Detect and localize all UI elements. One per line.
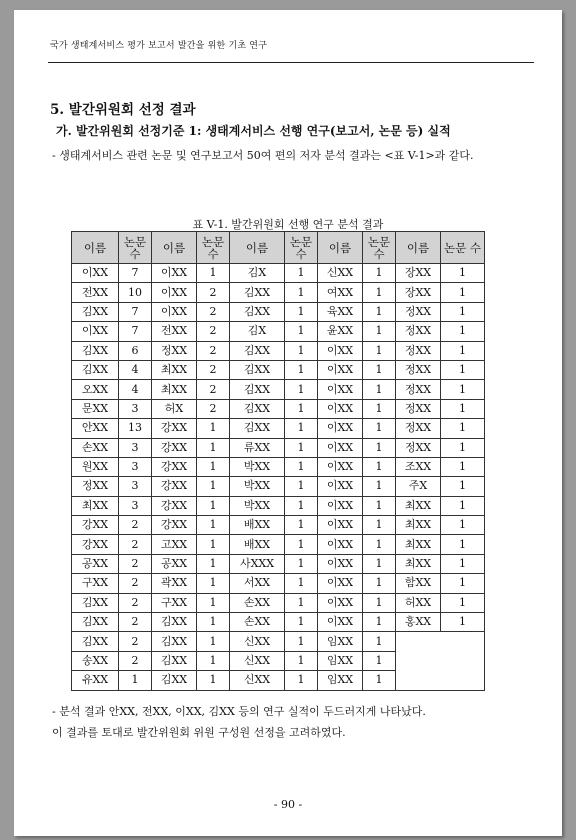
paper-count-cell: 1 [441, 302, 485, 321]
author-name-cell: 김X [230, 322, 285, 341]
intro-paragraph: - 생태계서비스 관련 논문 및 연구보고서 50여 편의 저자 분석 결과는 <표 V-1>과 같다. [52, 149, 474, 162]
author-name-cell: 강XX [72, 535, 119, 554]
paper-count-cell: 1 [441, 516, 485, 535]
author-name-cell: 김XX [152, 613, 197, 632]
author-name-cell: 이XX [72, 322, 119, 341]
paper-count-cell: 1 [285, 457, 318, 476]
paper-count-cell: 1 [197, 496, 230, 515]
paper-count-cell: 2 [119, 554, 152, 573]
author-name-cell: 이XX [318, 574, 363, 593]
author-name-cell: 강XX [72, 516, 119, 535]
paper-count-cell: 2 [119, 535, 152, 554]
header-paper-count: 논문 수 [197, 232, 230, 264]
author-name-cell: 주X [396, 477, 441, 496]
author-name-cell: 이XX [318, 554, 363, 573]
author-name-cell: 안XX [72, 419, 119, 438]
paper-count-cell: 4 [119, 380, 152, 399]
paper-count-cell: 1 [363, 477, 396, 496]
author-name-cell: 이XX [318, 477, 363, 496]
author-name-cell: 이XX [318, 341, 363, 360]
paper-count-cell: 1 [363, 516, 396, 535]
author-name-cell: 정XX [72, 477, 119, 496]
table-row [72, 399, 485, 418]
author-name-cell: 신XX [230, 632, 285, 651]
author-name-cell: 정XX [396, 341, 441, 360]
paper-count-cell: 7 [119, 302, 152, 321]
table-header-row [72, 232, 485, 264]
paper-count-cell: 2 [119, 613, 152, 632]
author-name-cell: 이XX [318, 516, 363, 535]
header-name: 이름 [230, 232, 285, 264]
author-name-cell: 김XX [230, 360, 285, 379]
paper-count-cell: 1 [285, 264, 318, 283]
paper-count-cell: 1 [285, 438, 318, 457]
paper-count-cell: 1 [441, 438, 485, 457]
author-name-cell: 이XX [152, 283, 197, 302]
author-name-cell: 정XX [152, 341, 197, 360]
paper-count-cell: 1 [363, 438, 396, 457]
paper-count-cell: 7 [119, 322, 152, 341]
paper-count-cell: 2 [119, 516, 152, 535]
author-name-cell: 강XX [152, 477, 197, 496]
author-name-cell: 김XX [72, 341, 119, 360]
author-name-cell: 손XX [230, 613, 285, 632]
paper-count-cell: 2 [119, 632, 152, 651]
table-row [72, 477, 485, 496]
paper-count-cell: 6 [119, 341, 152, 360]
paper-count-cell: 1 [197, 516, 230, 535]
header-paper-count: 논문 수 [441, 232, 485, 264]
author-name-cell: 서XX [230, 574, 285, 593]
author-name-cell: 박XX [230, 496, 285, 515]
paper-count-cell: 1 [441, 264, 485, 283]
empty-cell [396, 632, 485, 690]
table-row [72, 535, 485, 554]
author-name-cell: 김XX [230, 283, 285, 302]
header-divider [48, 62, 534, 63]
paper-count-cell: 2 [197, 399, 230, 418]
paper-count-cell: 1 [441, 341, 485, 360]
author-name-cell: 박XX [230, 457, 285, 476]
paper-count-cell: 1 [197, 438, 230, 457]
conclusion-paragraph [52, 701, 532, 743]
author-name-cell: 사XXX [230, 554, 285, 573]
author-name-cell: 홍XX [396, 613, 441, 632]
paper-count-cell: 1 [197, 651, 230, 670]
paper-count-cell: 1 [285, 496, 318, 515]
paper-count-cell: 1 [197, 457, 230, 476]
author-name-cell: 이XX [318, 496, 363, 515]
paper-count-cell: 1 [363, 264, 396, 283]
paper-count-cell: 1 [441, 419, 485, 438]
author-name-cell: 최XX [396, 516, 441, 535]
author-name-cell: 육XX [318, 302, 363, 321]
author-name-cell: 정XX [396, 419, 441, 438]
paper-count-cell: 1 [285, 380, 318, 399]
paper-count-cell: 1 [197, 535, 230, 554]
author-name-cell: 박XX [230, 477, 285, 496]
paper-count-cell: 1 [441, 535, 485, 554]
paper-count-cell: 1 [441, 613, 485, 632]
author-name-cell: 김XX [72, 593, 119, 612]
paper-count-cell: 7 [119, 264, 152, 283]
paper-count-cell: 1 [441, 360, 485, 379]
paper-count-cell: 1 [441, 574, 485, 593]
table-row [72, 632, 485, 651]
author-name-cell: 구XX [152, 593, 197, 612]
paper-count-cell: 1 [285, 360, 318, 379]
subsection-title: 가. 발간위원회 선정기준 1: 생태계서비스 선행 연구(보고서, 논문 등) 실적 [56, 124, 451, 138]
table-row [72, 613, 485, 632]
author-name-cell: 문XX [72, 399, 119, 418]
author-name-cell: 김XX [230, 380, 285, 399]
author-name-cell: 배XX [230, 516, 285, 535]
paper-count-cell: 2 [119, 593, 152, 612]
paper-count-cell: 2 [119, 651, 152, 670]
author-name-cell: 장XX [396, 264, 441, 283]
paper-count-cell: 1 [363, 322, 396, 341]
header-paper-count: 논문 수 [119, 232, 152, 264]
table-row [72, 593, 485, 612]
author-name-cell: 김XX [230, 302, 285, 321]
author-name-cell: 신XX [318, 264, 363, 283]
paper-count-cell: 1 [285, 399, 318, 418]
author-name-cell: 신XX [230, 671, 285, 690]
paper-count-cell: 2 [197, 360, 230, 379]
paper-count-cell: 1 [197, 671, 230, 690]
paper-count-cell: 1 [363, 457, 396, 476]
author-name-cell: 김XX [230, 419, 285, 438]
paper-count-cell: 1 [285, 671, 318, 690]
table-row [72, 496, 485, 515]
author-name-cell: 곽XX [152, 574, 197, 593]
author-name-cell: 이XX [318, 613, 363, 632]
author-name-cell: 이XX [318, 438, 363, 457]
paper-count-cell: 1 [441, 399, 485, 418]
header-name: 이름 [318, 232, 363, 264]
author-name-cell: 정XX [396, 360, 441, 379]
author-name-cell: 공XX [72, 554, 119, 573]
paper-count-cell: 2 [197, 302, 230, 321]
paper-count-cell: 1 [285, 632, 318, 651]
paper-count-cell: 1 [197, 632, 230, 651]
paper-count-cell: 1 [197, 593, 230, 612]
author-name-cell: 김XX [152, 632, 197, 651]
paper-count-cell: 1 [363, 302, 396, 321]
paper-count-cell: 1 [285, 574, 318, 593]
paper-count-cell: 1 [441, 477, 485, 496]
paper-count-cell: 1 [363, 554, 396, 573]
author-name-cell: 허X [152, 399, 197, 418]
paper-count-cell: 1 [197, 477, 230, 496]
table-row [72, 283, 485, 302]
header-name: 이름 [72, 232, 119, 264]
page-number: - 90 - [273, 798, 303, 811]
author-name-cell: 강XX [152, 457, 197, 476]
author-name-cell: 최XX [72, 496, 119, 515]
author-name-cell: 유XX [72, 671, 119, 690]
paper-count-cell: 3 [119, 496, 152, 515]
author-name-cell: 고XX [152, 535, 197, 554]
author-analysis-table [71, 231, 485, 691]
paper-count-cell: 1 [363, 651, 396, 670]
paper-count-cell: 1 [197, 419, 230, 438]
author-name-cell: 김XX [72, 302, 119, 321]
header-name: 이름 [396, 232, 441, 264]
document-page [14, 10, 562, 836]
author-name-cell: 이XX [318, 593, 363, 612]
author-name-cell: 최XX [396, 554, 441, 573]
paper-count-cell: 1 [197, 613, 230, 632]
author-name-cell: 임XX [318, 651, 363, 670]
paper-count-cell: 1 [363, 632, 396, 651]
author-name-cell: 강XX [152, 438, 197, 457]
author-name-cell: 이XX [318, 419, 363, 438]
author-name-cell: 최XX [152, 380, 197, 399]
author-name-cell: 허XX [396, 593, 441, 612]
paper-count-cell: 2 [197, 283, 230, 302]
paper-count-cell: 1 [441, 457, 485, 476]
paper-count-cell: 1 [363, 341, 396, 360]
author-name-cell: 손XX [230, 593, 285, 612]
paper-count-cell: 3 [119, 477, 152, 496]
author-name-cell: 김X [230, 264, 285, 283]
paper-count-cell: 1 [285, 613, 318, 632]
author-name-cell: 함XX [396, 574, 441, 593]
author-name-cell: 최XX [152, 360, 197, 379]
paper-count-cell: 1 [441, 380, 485, 399]
author-name-cell: 김XX [152, 651, 197, 670]
paper-count-cell: 4 [119, 360, 152, 379]
author-name-cell: 여XX [318, 283, 363, 302]
paper-count-cell: 1 [285, 419, 318, 438]
paper-count-cell: 1 [197, 554, 230, 573]
table-row [72, 380, 485, 399]
paper-count-cell: 1 [285, 516, 318, 535]
paper-count-cell: 3 [119, 457, 152, 476]
paper-count-cell: 1 [285, 322, 318, 341]
author-name-cell: 전XX [72, 283, 119, 302]
conclusion-line-1: - 분석 결과 안XX, 전XX, 이XX, 김XX 등의 연구 실적이 두드러지게 나타났다. [52, 705, 426, 718]
paper-count-cell: 1 [363, 593, 396, 612]
paper-count-cell: 3 [119, 399, 152, 418]
table-row [72, 516, 485, 535]
author-name-cell: 공XX [152, 554, 197, 573]
paper-count-cell: 1 [363, 380, 396, 399]
header-name: 이름 [152, 232, 197, 264]
paper-count-cell: 13 [119, 419, 152, 438]
author-name-cell: 정XX [396, 399, 441, 418]
author-name-cell: 장XX [396, 283, 441, 302]
author-name-cell: 강XX [152, 516, 197, 535]
author-name-cell: 정XX [396, 380, 441, 399]
table-row [72, 438, 485, 457]
author-name-cell: 정XX [396, 322, 441, 341]
author-name-cell: 이XX [318, 380, 363, 399]
table-row [72, 574, 485, 593]
author-name-cell: 구XX [72, 574, 119, 593]
author-name-cell: 이XX [318, 535, 363, 554]
author-name-cell: 최XX [396, 496, 441, 515]
paper-count-cell: 1 [363, 535, 396, 554]
paper-count-cell: 2 [197, 341, 230, 360]
paper-count-cell: 1 [363, 283, 396, 302]
author-name-cell: 신XX [230, 651, 285, 670]
paper-count-cell: 2 [197, 380, 230, 399]
author-name-cell: 이XX [72, 264, 119, 283]
author-name-cell: 원XX [72, 457, 119, 476]
author-name-cell: 배XX [230, 535, 285, 554]
table-row [72, 419, 485, 438]
author-name-cell: 정XX [396, 438, 441, 457]
author-name-cell: 임XX [318, 671, 363, 690]
author-name-cell: 윤XX [318, 322, 363, 341]
paper-count-cell: 1 [285, 283, 318, 302]
header-paper-count: 논문 수 [285, 232, 318, 264]
table-caption: 표 V-1. 발간위원회 선행 연구 분석 결과 [192, 218, 384, 231]
paper-count-cell: 1 [363, 574, 396, 593]
paper-count-cell: 1 [363, 496, 396, 515]
paper-count-cell: 1 [285, 535, 318, 554]
running-header: 국가 생태계서비스 평가 보고서 발간을 위한 기초 연구 [50, 41, 268, 51]
paper-count-cell: 1 [197, 264, 230, 283]
table-row [72, 264, 485, 283]
paper-count-cell: 1 [285, 302, 318, 321]
author-name-cell: 강XX [152, 496, 197, 515]
paper-count-cell: 3 [119, 438, 152, 457]
author-name-cell: 송XX [72, 651, 119, 670]
author-name-cell: 김XX [230, 399, 285, 418]
author-name-cell: 이XX [318, 360, 363, 379]
author-name-cell: 강XX [152, 419, 197, 438]
paper-count-cell: 1 [441, 322, 485, 341]
paper-count-cell: 1 [441, 593, 485, 612]
table-row [72, 302, 485, 321]
paper-count-cell: 1 [285, 593, 318, 612]
author-name-cell: 이XX [152, 264, 197, 283]
author-name-cell: 이XX [318, 457, 363, 476]
author-name-cell: 김XX [72, 613, 119, 632]
paper-count-cell: 2 [119, 574, 152, 593]
table-row [72, 554, 485, 573]
author-name-cell: 김XX [72, 360, 119, 379]
paper-count-cell: 1 [285, 651, 318, 670]
author-name-cell: 이XX [152, 302, 197, 321]
table-row [72, 341, 485, 360]
paper-count-cell: 2 [197, 322, 230, 341]
author-name-cell: 임XX [318, 632, 363, 651]
paper-count-cell: 1 [285, 554, 318, 573]
table-row [72, 322, 485, 341]
author-name-cell: 김XX [152, 671, 197, 690]
author-name-cell: 정XX [396, 302, 441, 321]
author-name-cell: 조XX [396, 457, 441, 476]
author-name-cell: 김XX [230, 341, 285, 360]
paper-count-cell: 1 [285, 477, 318, 496]
author-name-cell: 류XX [230, 438, 285, 457]
paper-count-cell: 1 [363, 360, 396, 379]
paper-count-cell: 1 [119, 671, 152, 690]
paper-count-cell: 1 [285, 341, 318, 360]
paper-count-cell: 1 [441, 283, 485, 302]
paper-count-cell: 10 [119, 283, 152, 302]
table-row [72, 457, 485, 476]
paper-count-cell: 1 [441, 554, 485, 573]
author-name-cell: 오XX [72, 380, 119, 399]
paper-count-cell: 1 [363, 419, 396, 438]
author-name-cell: 김XX [72, 632, 119, 651]
header-paper-count: 논문 수 [363, 232, 396, 264]
conclusion-line-2: 이 결과를 토대로 발간위원회 위원 구성원 선정을 고려하였다. [52, 726, 346, 739]
author-name-cell: 최XX [396, 535, 441, 554]
paper-count-cell: 1 [363, 613, 396, 632]
paper-count-cell: 1 [363, 399, 396, 418]
section-title: 5. 발간위원회 선정 결과 [50, 102, 196, 118]
author-name-cell: 전XX [152, 322, 197, 341]
paper-count-cell: 1 [441, 496, 485, 515]
paper-count-cell: 1 [363, 671, 396, 690]
table-row [72, 360, 485, 379]
author-name-cell: 손XX [72, 438, 119, 457]
author-name-cell: 이XX [318, 399, 363, 418]
paper-count-cell: 1 [197, 574, 230, 593]
